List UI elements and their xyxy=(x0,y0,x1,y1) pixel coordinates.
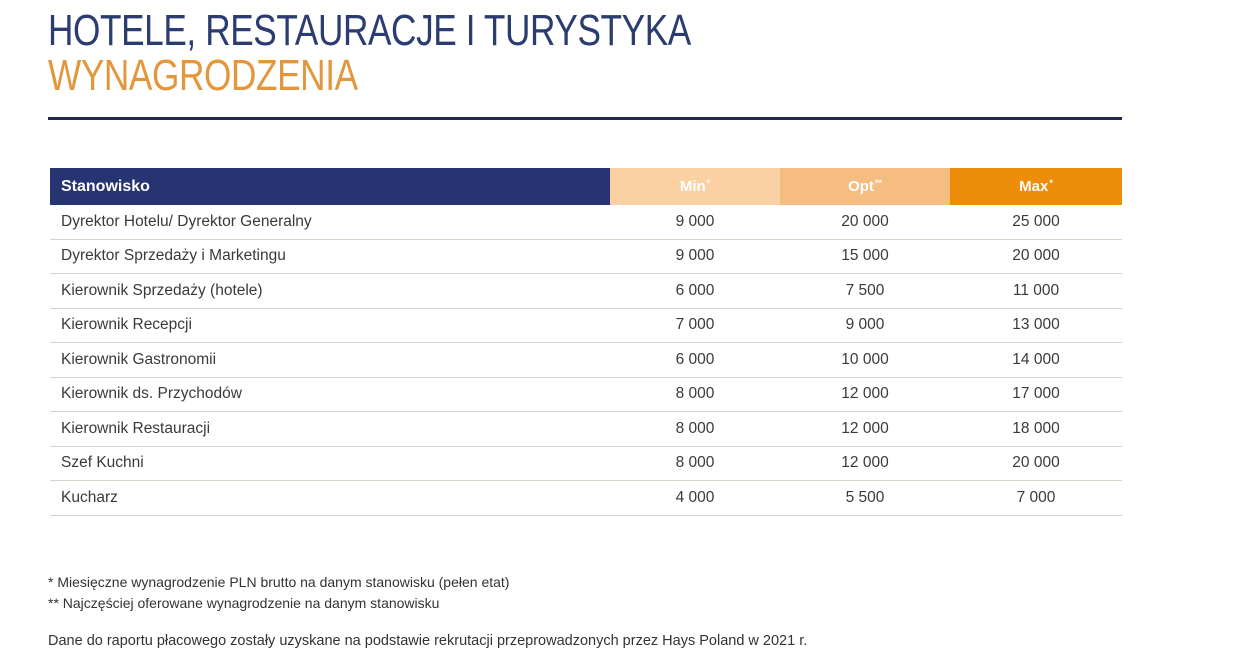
footnote-opt: ** Najczęściej oferowane wynagrodzenie na danym stanowisku xyxy=(48,595,440,611)
cell-opt: 5 500 xyxy=(845,488,885,506)
footnotes-block xyxy=(48,572,509,614)
title-divider xyxy=(48,117,1122,120)
column-header-opt: Opt ** xyxy=(780,168,950,205)
column-header-min-label: Min xyxy=(679,178,706,195)
table-row xyxy=(50,447,1122,482)
cell-min: 9 000 xyxy=(675,212,715,230)
cell-min: 4 000 xyxy=(675,488,715,506)
cell-position: Dyrektor Hotelu/ Dyrektor Generalny xyxy=(61,212,312,230)
cell-position: Kucharz xyxy=(61,488,118,506)
cell-position: Kierownik Sprzedaży (hotele) xyxy=(61,281,263,299)
cell-max: 14 000 xyxy=(1012,350,1060,368)
cell-max: 11 000 xyxy=(1012,281,1060,299)
title-block xyxy=(48,8,852,98)
cell-min: 8 000 xyxy=(675,419,715,437)
table-row xyxy=(50,274,1122,309)
cell-min: 8 000 xyxy=(675,385,715,403)
table-row xyxy=(50,378,1122,413)
source-note: Dane do raportu płacowego zostały uzyskane na podstawie rekrutacji przeprowadzonych przez Hays Poland w 2021 r. xyxy=(48,633,808,649)
cell-min: 6 000 xyxy=(675,281,715,299)
cell-max: 20 000 xyxy=(1012,454,1060,472)
cell-opt: 12 000 xyxy=(841,454,889,472)
cell-opt: 12 000 xyxy=(841,385,889,403)
cell-min: 7 000 xyxy=(675,316,715,334)
cell-max: 17 000 xyxy=(1012,385,1060,403)
cell-max: 13 000 xyxy=(1012,316,1060,334)
column-header-max: Max * xyxy=(950,168,1122,205)
cell-max: 20 000 xyxy=(1012,247,1060,265)
table-header-row xyxy=(50,168,1122,205)
table-row xyxy=(50,343,1122,378)
table-row xyxy=(50,205,1122,240)
cell-opt: 9 000 xyxy=(845,316,885,334)
cell-position: Szef Kuchni xyxy=(61,454,144,472)
cell-opt: 7 500 xyxy=(845,281,885,299)
cell-min: 8 000 xyxy=(675,454,715,472)
cell-opt: 10 000 xyxy=(841,350,889,368)
column-header-opt-label: Opt xyxy=(848,178,874,195)
table-row xyxy=(50,240,1122,275)
cell-position: Kierownik Recepcji xyxy=(61,316,192,334)
cell-opt: 15 000 xyxy=(841,247,889,265)
cell-min: 9 000 xyxy=(675,247,715,265)
column-header-position: Stanowisko xyxy=(50,168,610,205)
column-header-min: Min * xyxy=(610,168,780,205)
cell-position: Dyrektor Sprzedaży i Marketingu xyxy=(61,247,286,265)
cell-max: 7 000 xyxy=(1016,488,1056,506)
cell-opt: 12 000 xyxy=(841,419,889,437)
cell-min: 6 000 xyxy=(675,350,715,368)
cell-opt: 20 000 xyxy=(841,212,889,230)
cell-position: Kierownik ds. Przychodów xyxy=(61,385,242,403)
table-row xyxy=(50,481,1122,516)
table-row xyxy=(50,309,1122,344)
table-body xyxy=(50,205,1122,516)
footnote-min-max: * Miesięczne wynagrodzenie PLN brutto na danym stanowisku (pełen etat) xyxy=(48,574,510,590)
salary-table xyxy=(50,168,1122,516)
cell-position: Kierownik Gastronomii xyxy=(61,350,217,368)
cell-max: 18 000 xyxy=(1012,419,1060,437)
cell-max: 25 000 xyxy=(1012,212,1060,230)
page-subtitle: WYNAGRODZENIA xyxy=(48,51,358,100)
page-title: HOTELE, RESTAURACJE I TURYSTYKA xyxy=(48,6,691,55)
table-row xyxy=(50,412,1122,447)
cell-position: Kierownik Restauracji xyxy=(61,419,211,437)
column-header-max-label: Max xyxy=(1019,178,1049,195)
